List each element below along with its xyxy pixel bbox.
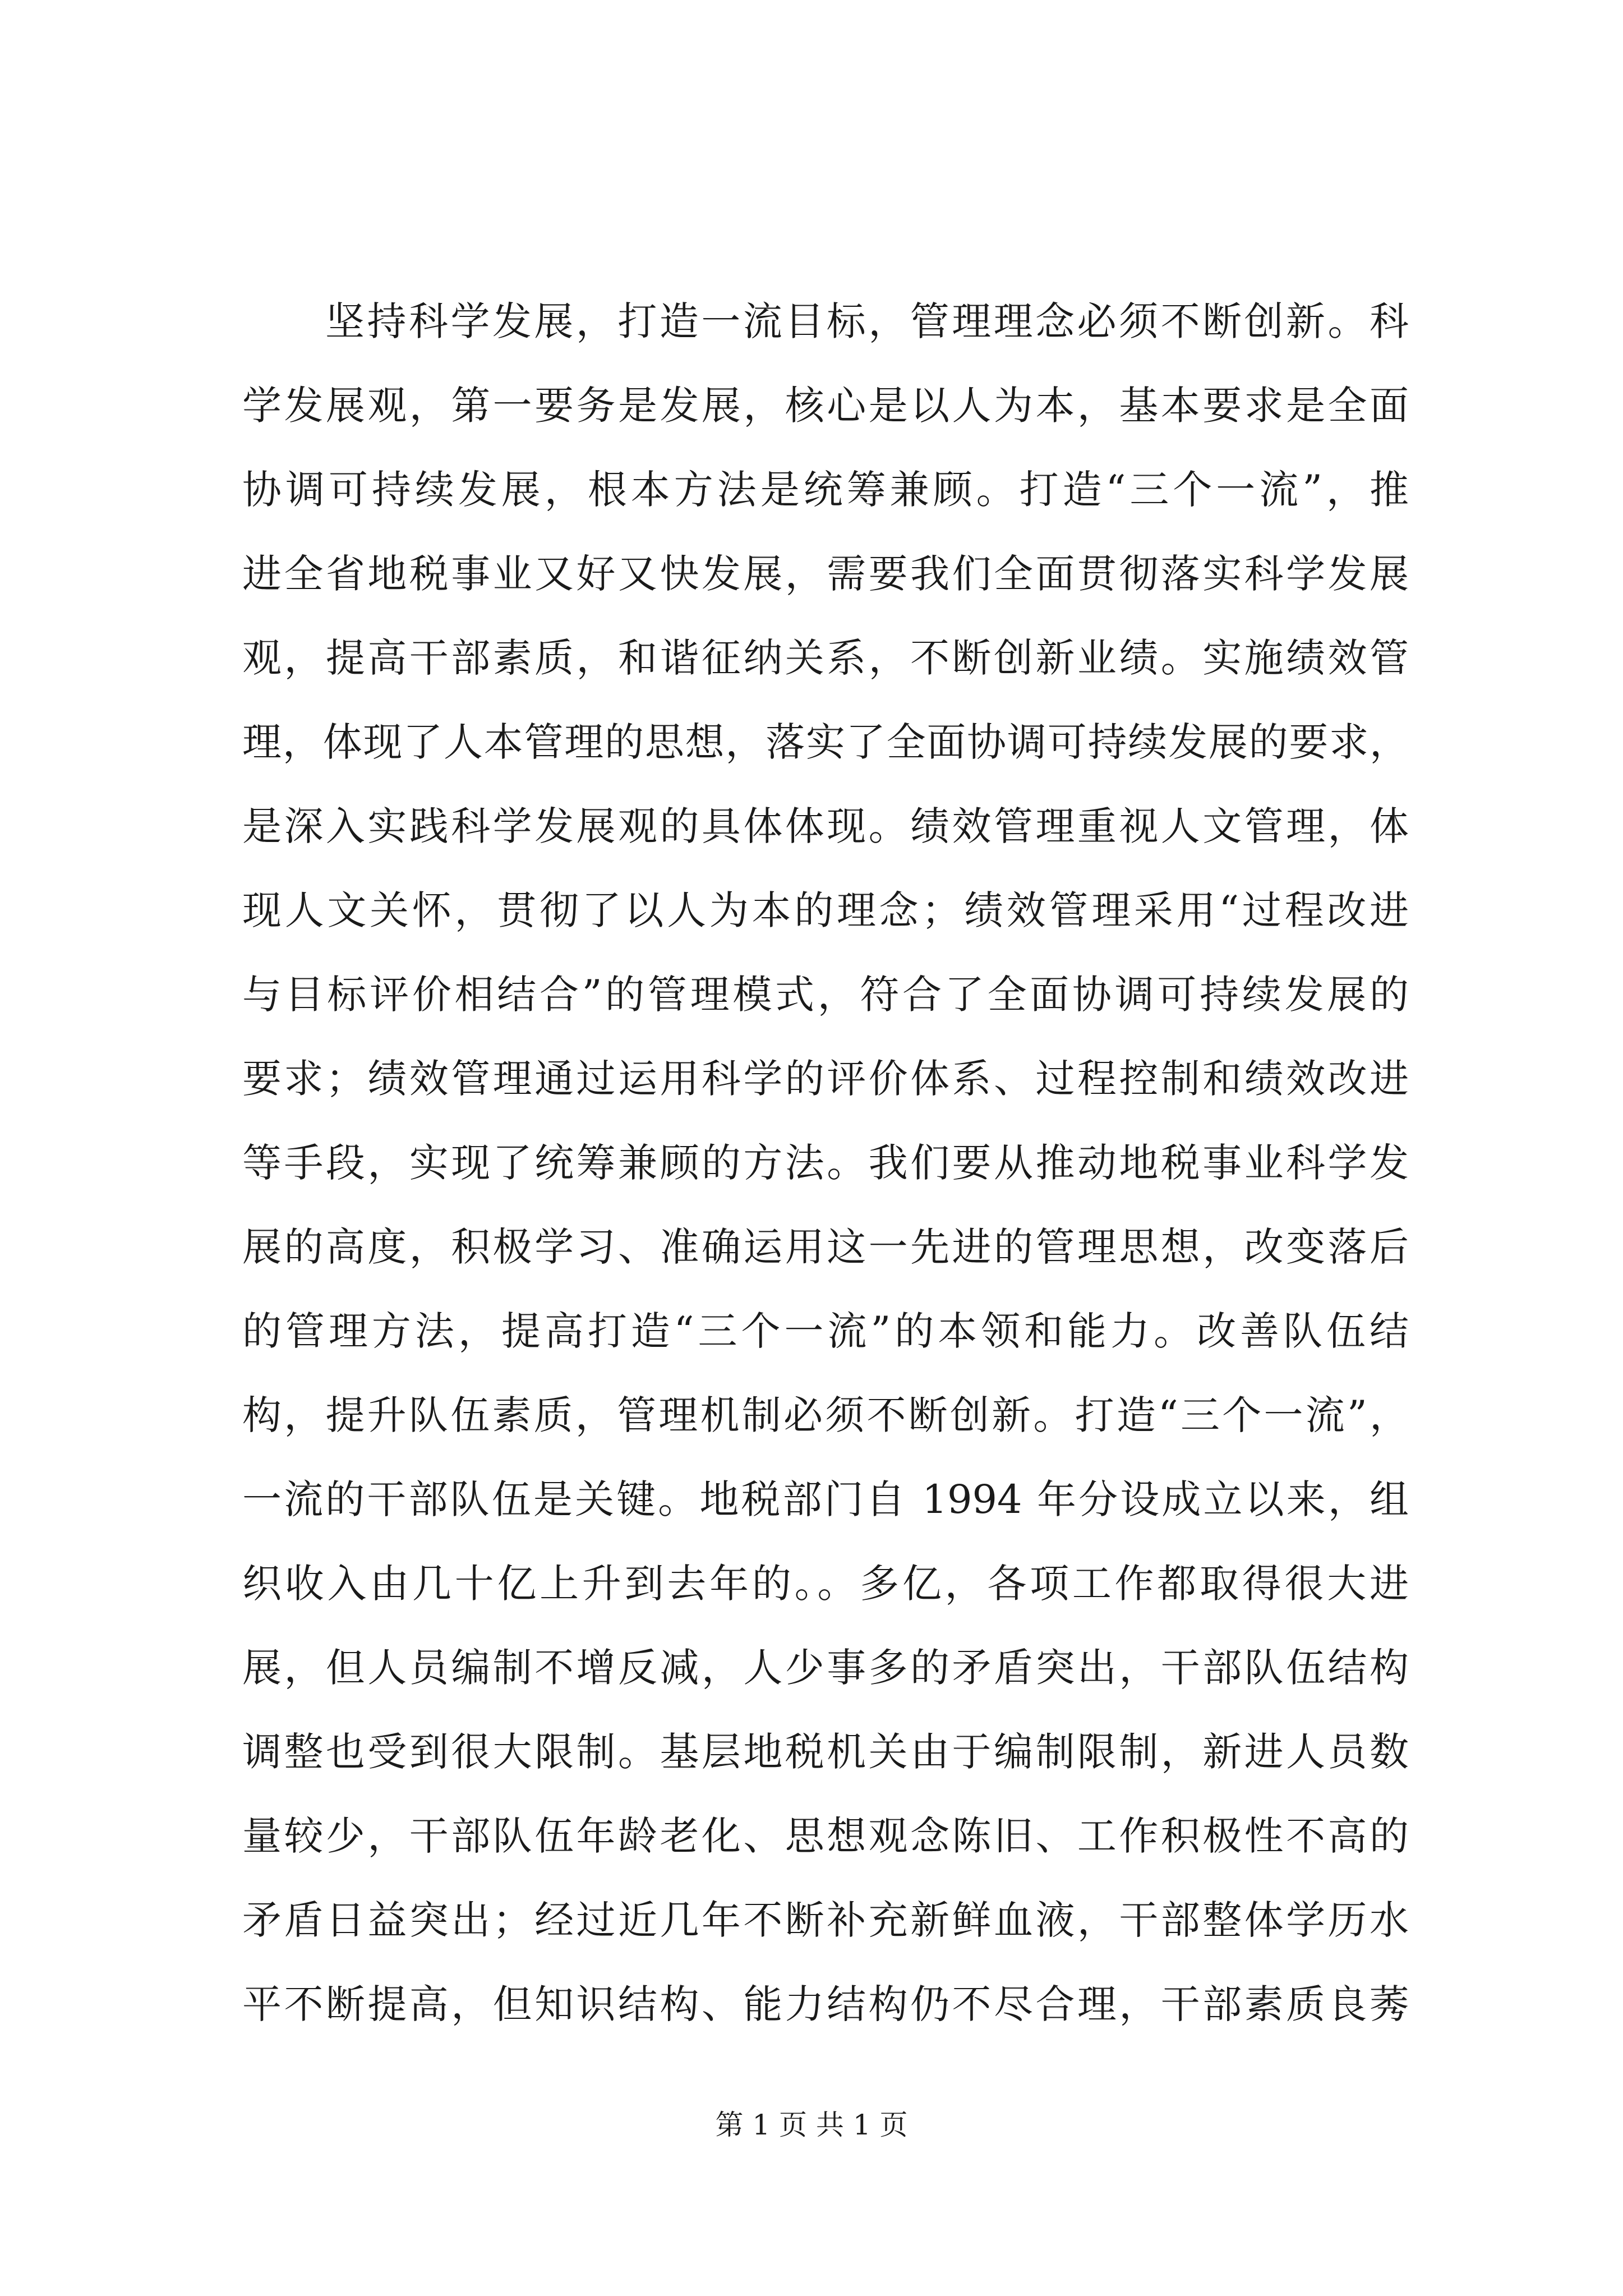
body-text (242, 279, 1409, 2046)
text-line: 量较少，干部队伍年龄老化、思想观念陈旧、工作积极性不高的 (242, 1813, 1409, 1859)
text-line: 观，提高干部素质，和谐征纳关系，不断创新业绩。实施绩效管 (242, 635, 1409, 681)
text-line: 坚持科学发展，打造一流目标，管理理念必须不断创新。科 (325, 298, 1409, 344)
text-line: 平不断提高，但知识结构、能力结构仍不尽合理，干部素质良莠 (242, 1981, 1409, 2027)
text-line: 理，体现了人本管理的思想，落实了全面协调可持续发展的要求， (242, 719, 1409, 765)
text-line: 学发展观，第一要务是发展，核心是以人为本，基本要求是全面 (242, 383, 1409, 429)
text-line: 与目标评价相结合”的管理模式，符合了全面协调可持续发展的 (242, 972, 1409, 1018)
text-line: 展，但人员编制不增反减，人少事多的矛盾突出，干部队伍结构 (242, 1645, 1409, 1691)
text-line: 一流的干部队伍是关键。地税部门自 1994 年分设成立以来，组 (242, 1476, 1409, 1522)
text-line: 协调可持续发展，根本方法是统筹兼顾。打造“三个一流”，推 (242, 467, 1409, 513)
text-line: 是深入实践科学发展观的具体体现。绩效管理重视人文管理，体 (242, 803, 1409, 849)
text-line: 等手段，实现了统筹兼顾的方法。我们要从推动地税事业科学发 (242, 1140, 1409, 1186)
text-line: 现人文关怀，贯彻了以人为本的理念；绩效管理采用“过程改进 (242, 887, 1409, 933)
text-line: 的管理方法，提高打造“三个一流”的本领和能力。改善队伍结 (242, 1308, 1409, 1354)
text-line: 构，提升队伍素质，管理机制必须不断创新。打造“三个一流”， (242, 1392, 1409, 1438)
text-line: 调整也受到很大限制。基层地税机关由于编制限制，新进人员数 (242, 1729, 1409, 1775)
text-line: 织收入由几十亿上升到去年的。。多亿，各项工作都取得很大进 (242, 1561, 1409, 1607)
page-number-footer: 第 1 页 共 1 页 (715, 2109, 908, 2141)
text-line: 要求；绩效管理通过运用科学的评价体系、过程控制和绩效改进 (242, 1056, 1409, 1102)
text-line: 展的高度，积极学习、准确运用这一先进的管理思想，改变落后 (242, 1224, 1409, 1270)
text-line: 进全省地税事业又好又快发展，需要我们全面贯彻落实科学发展 (242, 551, 1409, 597)
text-line: 矛盾日益突出；经过近几年不断补充新鲜血液，干部整体学历水 (242, 1897, 1409, 1943)
